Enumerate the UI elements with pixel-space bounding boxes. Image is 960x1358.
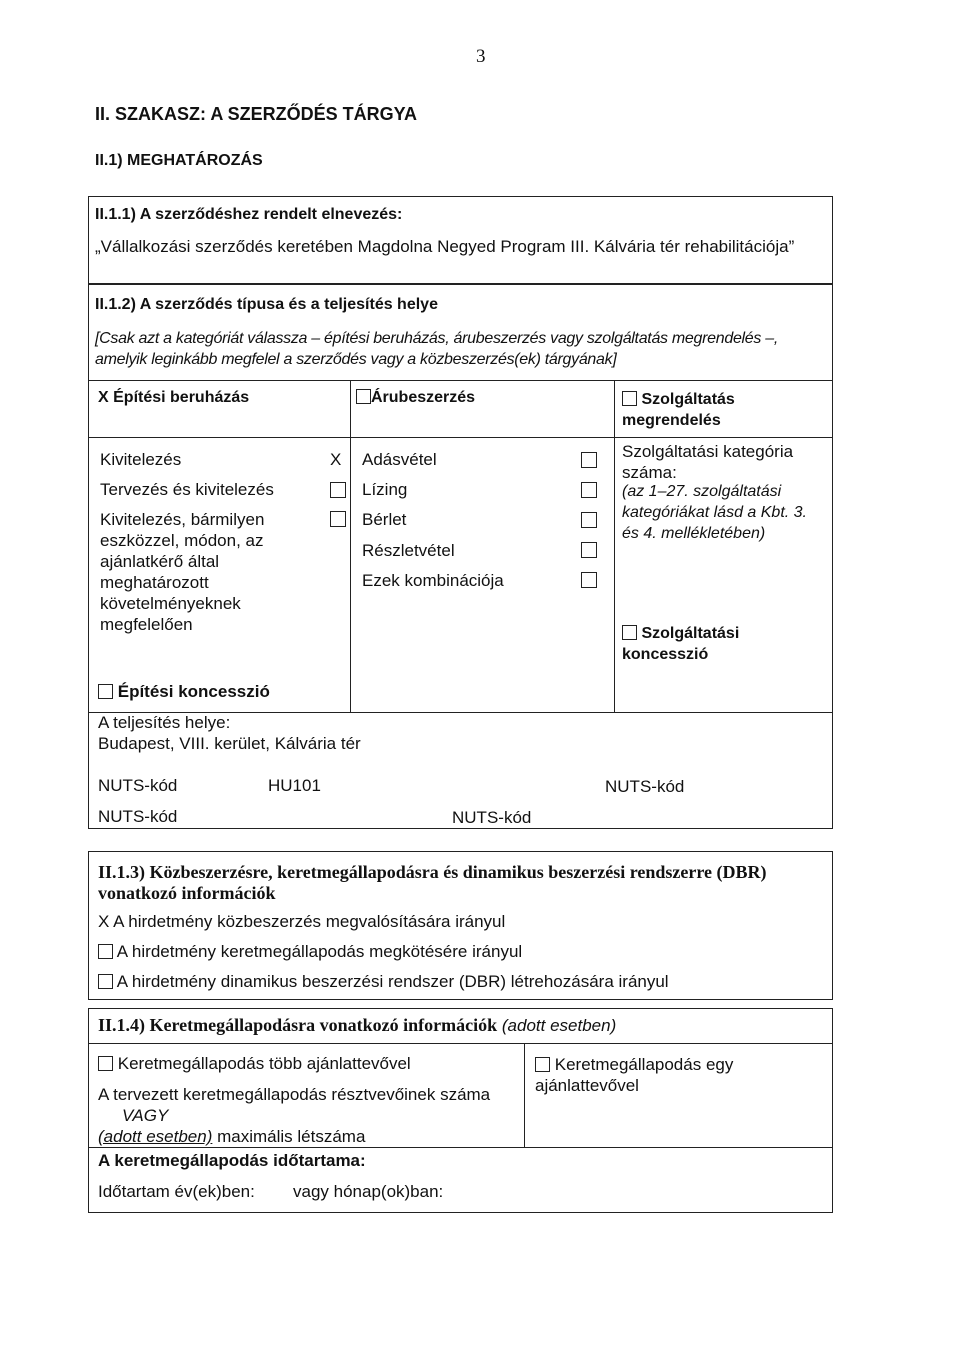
col2-item-4-checkbox[interactable] (581, 542, 597, 558)
col2-item-1: Adásvétel (362, 450, 437, 469)
col2-item-5-checkbox[interactable] (581, 572, 597, 588)
col3-header (622, 389, 822, 431)
s113-option-3 (98, 972, 669, 992)
s114-duration-months: vagy hónap(ok)ban: (293, 1182, 444, 1201)
col2-header (356, 389, 475, 407)
table-subheader-line (88, 437, 833, 438)
nuts-label-1: NUTS-kód (98, 776, 178, 795)
col2-item-3-checkbox[interactable] (581, 512, 597, 528)
col1-label: Építési beruházás (113, 389, 250, 406)
s113-option-1 (98, 912, 505, 932)
col3-concession-label: Szolgáltatási koncesszió (622, 625, 740, 663)
col3-category-note: (az 1–27. szolgáltatási kategóriákat lásd a Kbt. 3. és 4. mellékletében) (622, 483, 807, 542)
s113-option-3-text: A hirdetmény dinamikus beszerzési rendszer (DBR) létrehozására irányul (116, 972, 669, 991)
s114-max: maximális létszáma (217, 1127, 366, 1146)
s114-duration-years: Időtartam év(ek)ben: (98, 1182, 255, 1201)
s114-participants: A tervezett keretmegállapodás résztvevőinek száma (98, 1085, 491, 1104)
nuts-label-3: NUTS-kód (98, 807, 178, 826)
s114-duration-line (88, 1147, 833, 1148)
s114-opt-multi-label: Keretmegállapodás több ajánlattevővel (117, 1054, 411, 1073)
s114-opt-multi (98, 1054, 411, 1074)
col1-item-2: Tervezés és kivitelezés (100, 480, 274, 499)
s113-option-2-checkbox[interactable] (98, 944, 113, 959)
teljesites-label: A teljesítés helye: (98, 713, 231, 732)
meghatarozas-heading: II.1) MEGHATÁROZÁS (95, 152, 263, 169)
col3-concession-checkbox[interactable] (622, 625, 637, 640)
col2-item-5: Ezek kombinációja (362, 571, 504, 590)
s113-option-2 (98, 942, 522, 962)
nuts-label-4: NUTS-kód (452, 808, 532, 827)
s114-opt-single (535, 1054, 765, 1096)
s111-title: II.1.1) A szerződéshez rendelt elnevezés: (95, 206, 403, 223)
col1-item-2-checkbox[interactable] (330, 482, 346, 498)
s112-instruction: [Csak azt a kategóriát válassza – építési beruházás, árubeszerzés vagy szolgáltatás megrendelés –, amelyik leginkább megfelel a szerződés vagy a közbeszerzés(ek) tárgyának] (95, 330, 778, 368)
s113-option-1-text: A hirdetmény közbeszerzés megvalósítására irányul (113, 912, 506, 931)
page-number: 3 (476, 46, 486, 67)
table-top-line (88, 380, 833, 381)
section-title: II. SZAKASZ: A SZERZŐDÉS TÁRGYA (95, 104, 418, 124)
s114-adott-esetben: (adott esetben) (98, 1127, 213, 1146)
col1-mark: X (98, 389, 109, 406)
s114-title-line (88, 1043, 833, 1044)
col3-concession (622, 623, 802, 665)
col2-item-4: Részletvétel (362, 541, 455, 560)
col3-checkbox[interactable] (622, 391, 637, 406)
col1-item-1-mark[interactable]: X (330, 450, 342, 469)
epitesi-koncesszio-checkbox[interactable] (98, 684, 113, 699)
s114-title: II.1.4) Keretmegállapodásra vonatkozó információk (98, 1015, 498, 1035)
s113-title: II.1.3) Közbeszerzésre, keretmegállapodásra és dinamikus beszerzési rendszerre (DBR) vonatkozó információk (98, 862, 767, 903)
s113-option-3-checkbox[interactable] (98, 974, 113, 989)
nuts-value: HU101 (268, 776, 321, 795)
col1-header (98, 389, 249, 407)
s112-title: II.1.2) A szerződés típusa és a teljesítés helye (95, 296, 438, 313)
col2-checkbox[interactable] (356, 389, 371, 404)
s114-opt-single-checkbox[interactable] (535, 1057, 550, 1072)
s114-duration-title: A keretmegállapodás időtartama: (98, 1151, 366, 1170)
s114-vagy: VAGY (122, 1106, 169, 1125)
s114-title-row (98, 1015, 616, 1036)
s111-value: „Vállalkozási szerződés keretében Magdolna Negyed Program III. Kálvária tér rehabilitációja” (95, 237, 795, 256)
s114-divider (524, 1043, 525, 1147)
s113-option-2-text: A hirdetmény keretmegállapodás megkötésére irányul (116, 942, 523, 961)
col3-category-label: Szolgáltatási kategória száma: (622, 442, 794, 482)
s113-option-1-mark[interactable]: X (98, 912, 110, 931)
col-divider-2 (614, 380, 615, 712)
epitesi-koncesszio-label: Építési koncesszió (117, 682, 270, 701)
s114-opt-multi-checkbox[interactable] (98, 1056, 113, 1071)
col2-label: Árubeszerzés (371, 389, 476, 406)
nuts-label-2: NUTS-kód (605, 777, 685, 796)
col1-item-3: Kivitelezés, bármilyen eszközzel, módon, az ajánlatkérő által meghatározott követelményeknek megfelelően (100, 510, 265, 634)
col2-item-2: Lízing (362, 480, 408, 499)
s114-title-note: (adott esetben) (501, 1016, 617, 1035)
col2-item-2-checkbox[interactable] (581, 482, 597, 498)
col1-item-1: Kivitelezés (100, 450, 182, 469)
col-divider-1 (350, 380, 351, 712)
col1-item-3-checkbox[interactable] (330, 511, 346, 527)
s114-max-row (98, 1127, 365, 1147)
epitesi-koncesszio (98, 682, 270, 702)
col2-item-1-checkbox[interactable] (581, 452, 597, 468)
teljesites-value: Budapest, VIII. kerület, Kálvária tér (98, 734, 361, 753)
col3-label: Szolgáltatás megrendelés (622, 391, 735, 429)
s114-opt-single-label: Keretmegállapodás egy ajánlattevővel (535, 1055, 734, 1095)
col2-item-3: Bérlet (362, 510, 407, 529)
